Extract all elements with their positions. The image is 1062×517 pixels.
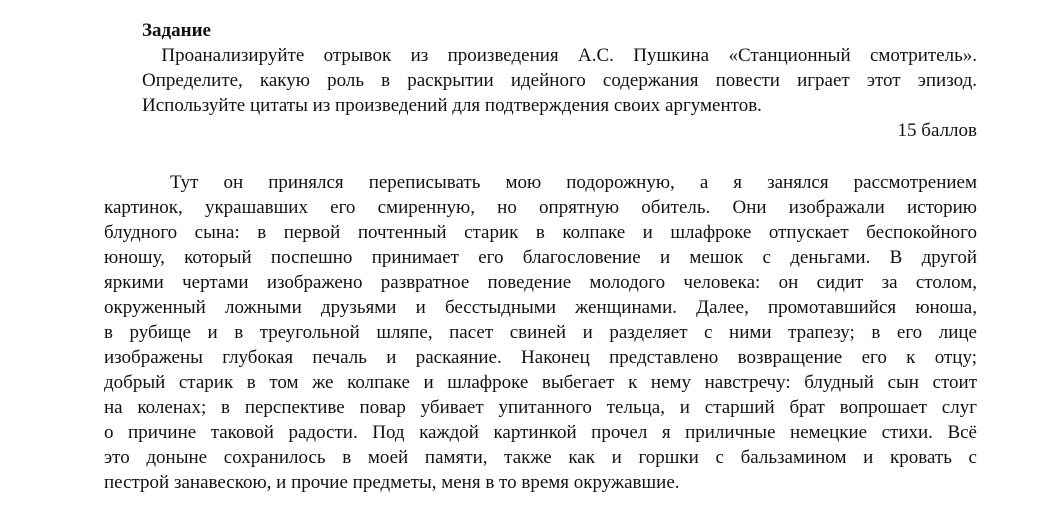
excerpt-line: Тут он принялся переписывать мою подорожную, а я занялся рассмотрением	[170, 172, 977, 193]
excerpt-line: окруженный ложными друзьями и бесстыдными женщинами. Далее, промотавшийся юноша,	[104, 297, 977, 318]
task-line: Определите, какую роль в раскрытии идейного содержания повести играет этот эпизод.	[142, 70, 977, 91]
excerpt-line: добрый старик в том же колпаке и шлафроке выбегает к нему навстречу: блудный сын стоит	[104, 372, 977, 393]
excerpt-line: блудного сына: в первой почтенный старик в колпаке и шлафроке отпускает беспокойного	[104, 222, 977, 243]
excerpt-line: пестрой занавескою, и прочие предметы, меня в то время окружавшие.	[104, 472, 680, 493]
excerpt-line: юношу, который поспешно принимает его благословение и мешок с деньгами. В другой	[104, 247, 977, 268]
task-block	[142, 18, 977, 143]
excerpt-line: яркими чертами изображено развратное поведение молодого человека: он сидит за столом,	[104, 272, 977, 293]
task-line: Проанализируйте отрывок из произведения А.С. Пушкина «Станционный смотритель».	[142, 45, 977, 66]
excerpt-paragraph	[104, 170, 977, 495]
excerpt-line: о причине таковой радости. Под каждой картинкой прочел я приличные немецкие стихи. Всё	[104, 422, 977, 443]
task-points: 15 баллов	[897, 120, 977, 141]
excerpt-line: в рубище и в треугольной шляпе, пасет свиней и разделяет с ними трапезу; в его лице	[104, 322, 977, 343]
task-line: Используйте цитаты из произведений для подтверждения своих аргументов.	[142, 95, 762, 116]
excerpt-line: изображены глубокая печаль и раскаяние. Наконец представлено возвращение его к отцу;	[104, 347, 977, 368]
task-title: Задание	[142, 20, 211, 41]
excerpt-line: картинок, украшавших его смиренную, но опрятную обитель. Они изображали историю	[104, 197, 977, 218]
excerpt-line: на коленах; в перспективе повар убивает упитанного тельца, и старший брат вопрошает слуг	[104, 397, 977, 418]
excerpt-line: это доныне сохранилось в моей памяти, также как и горшки с бальзамином и кровать с	[104, 447, 977, 468]
